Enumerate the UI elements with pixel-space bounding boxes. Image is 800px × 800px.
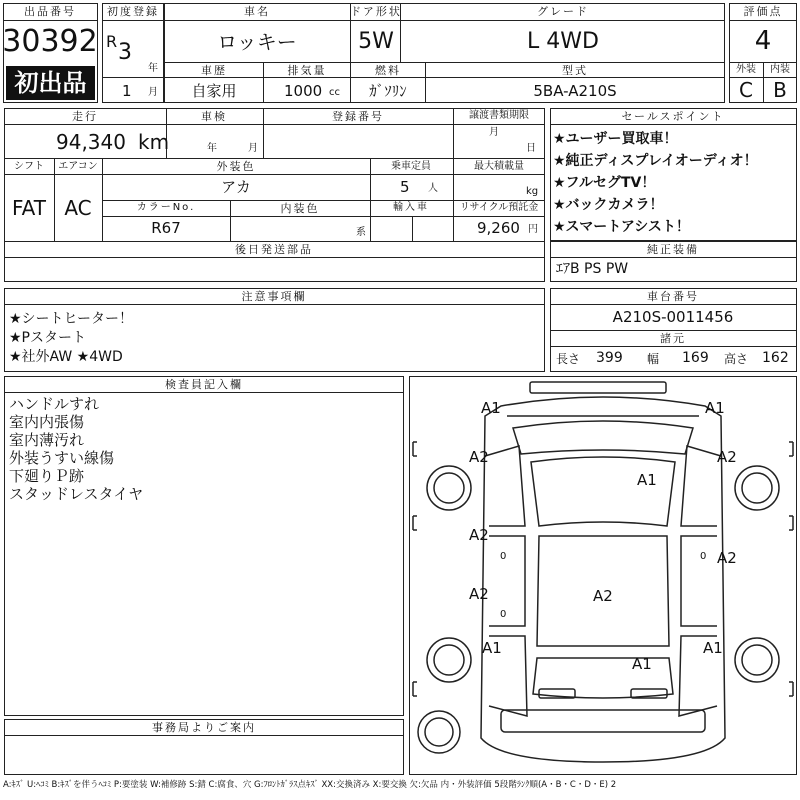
note-item: ★社外AW ★4WD bbox=[9, 349, 123, 365]
recycle-label: リサイクル預託金 bbox=[459, 202, 539, 213]
damage-mark: A1 bbox=[632, 655, 652, 673]
sales-point-item: ★ユーザー買取車！ bbox=[553, 131, 678, 147]
damage-mark: A2 bbox=[469, 585, 489, 603]
history: 自家用 bbox=[191, 82, 237, 100]
notes-title: 注意事項欄 bbox=[241, 290, 307, 303]
dimensions-title: 諸元 bbox=[660, 332, 686, 345]
ac-label: エアコン bbox=[58, 161, 98, 172]
damage-mark: A2 bbox=[469, 448, 489, 466]
door-label: ドア形状 bbox=[350, 5, 402, 18]
diagram-zero: 0 bbox=[500, 609, 507, 620]
recycle-unit: 円 bbox=[528, 224, 538, 235]
capacity: 5 bbox=[400, 178, 410, 196]
fuel-label: 燃料 bbox=[375, 64, 401, 77]
year-unit: 年 bbox=[148, 63, 158, 74]
damage-mark: A2 bbox=[717, 448, 737, 466]
reg-month: 1 bbox=[122, 82, 132, 100]
load-label: 最大積載量 bbox=[474, 161, 524, 172]
diagram-zero: 0 bbox=[500, 551, 507, 562]
legend-text: A:ｷｽﾞ U:ﾍｺﾐ B:ｷｽﾞを伴うﾍｺﾐ P:要塗装 W:補修跡 S:錆 C:腐食、穴 G:ﾌﾛﾝﾄｶﾞﾗｽ点ｷｽﾞ XX:交換済み X:要交換 欠:欠品 内・外装評価 5段階ﾗﾝｸ順(A・B・C・D・E) 2 bbox=[3, 780, 617, 790]
mileage-unit: km bbox=[138, 130, 170, 154]
inspector-item: スタッドレスタイヤ bbox=[9, 485, 144, 503]
damage-mark: A1 bbox=[482, 639, 502, 657]
interior-color-label: 内装色 bbox=[280, 202, 320, 215]
history-label: 車歴 bbox=[201, 64, 227, 77]
note-item: ★シートヒーター！ bbox=[9, 311, 133, 327]
inspector-item: ハンドルすれ bbox=[9, 395, 100, 413]
shift-label: シフト bbox=[14, 161, 44, 172]
height-label: 高さ bbox=[724, 352, 749, 366]
ac: AC bbox=[64, 196, 92, 220]
era: R bbox=[106, 32, 118, 51]
transfer-day-unit: 日 bbox=[526, 143, 536, 154]
length-label: 長さ bbox=[556, 352, 581, 366]
inspector-title: 検査員記入欄 bbox=[165, 378, 243, 391]
load-unit: kg bbox=[526, 186, 539, 197]
inspector-item: 下廻りＰ跡 bbox=[9, 467, 85, 485]
damage-mark: A2 bbox=[717, 549, 737, 567]
damage-mark: A2 bbox=[469, 526, 489, 544]
damage-mark: A1 bbox=[637, 471, 657, 489]
transfer-label: 譲渡書類期限 bbox=[469, 110, 529, 121]
color-label: 外装色 bbox=[216, 160, 256, 173]
color-no-label: カラーNo. bbox=[136, 202, 196, 213]
displacement-label: 排気量 bbox=[287, 64, 327, 77]
damage-mark: A1 bbox=[705, 399, 725, 417]
chassis-number: A210S-0011456 bbox=[612, 308, 734, 326]
model-label: 型式 bbox=[562, 64, 588, 77]
later-parts-title: 後日発送部品 bbox=[235, 243, 313, 256]
plate-label: 登録番号 bbox=[332, 110, 384, 123]
sales-point-item: ★フルセグTV！ bbox=[553, 175, 656, 191]
month-unit: 月 bbox=[148, 87, 158, 98]
inspector-item: 室内薄汚れ bbox=[9, 431, 85, 449]
displacement: 1000 bbox=[284, 82, 323, 100]
sales-point-item: ★スマートアシスト！ bbox=[553, 219, 690, 235]
exterior-label: 外装 bbox=[736, 64, 756, 75]
sales-points-title: セールスポイント bbox=[621, 110, 725, 123]
score: 4 bbox=[754, 26, 772, 56]
length: 399 bbox=[596, 350, 623, 366]
note-item: ★Pスタート bbox=[9, 330, 86, 346]
inspector-item: 室内内張傷 bbox=[9, 413, 85, 431]
shift: FAT bbox=[11, 196, 47, 220]
fuel: ｶﾞｿﾘﾝ bbox=[369, 82, 407, 100]
capacity-unit: 人 bbox=[428, 183, 438, 194]
capacity-label: 乗車定員 bbox=[391, 161, 431, 172]
inspection-label: 車検 bbox=[201, 110, 227, 123]
exterior-color: アカ bbox=[221, 178, 251, 196]
interior-grade: B bbox=[773, 78, 787, 102]
model-code: 5BA-A210S bbox=[533, 82, 617, 100]
interior-label: 内装 bbox=[770, 64, 790, 75]
height: 162 bbox=[762, 350, 789, 366]
exterior-grade: C bbox=[739, 78, 753, 102]
name-label: 車名 bbox=[244, 5, 270, 18]
width: 169 bbox=[682, 350, 709, 366]
grade: L 4WD bbox=[527, 29, 599, 54]
color-no: R67 bbox=[151, 219, 181, 237]
damage-mark: A1 bbox=[481, 399, 501, 417]
mileage-label: 走行 bbox=[72, 110, 98, 123]
damage-mark: A2 bbox=[593, 587, 613, 605]
lot-label: 出品番号 bbox=[24, 5, 76, 18]
recycle: 9,260 bbox=[477, 219, 520, 237]
reg-label: 初度登録 bbox=[107, 5, 159, 18]
first-listing-badge: 初出品 bbox=[6, 66, 95, 100]
transfer-month-unit: 月 bbox=[489, 127, 499, 138]
inspection-year-unit: 年 bbox=[207, 143, 217, 154]
equipment-value: ｴｱB PS PW bbox=[556, 261, 629, 277]
damage-mark: A1 bbox=[703, 639, 723, 657]
car-outline-icon bbox=[409, 376, 797, 775]
interior-color-unit: 系 bbox=[356, 227, 366, 238]
inspection-month-unit: 月 bbox=[248, 143, 258, 154]
door-type: 5W bbox=[358, 29, 394, 54]
equipment-title: 純正装備 bbox=[647, 243, 699, 256]
displacement-unit: cc bbox=[329, 87, 340, 98]
import-label: 輸入車 bbox=[393, 202, 429, 213]
mileage: 94,340 bbox=[56, 130, 126, 154]
diagram-zero: 0 bbox=[700, 551, 707, 562]
car-name: ロッキー bbox=[217, 30, 297, 54]
lot-number: 30392 bbox=[2, 24, 98, 59]
chassis-title: 車台番号 bbox=[647, 290, 699, 303]
sales-point-item: ★純正ディスプレイオーディオ！ bbox=[553, 153, 758, 169]
width-label: 幅 bbox=[647, 352, 660, 366]
reg-year: 3 bbox=[118, 40, 132, 65]
score-label: 評価点 bbox=[743, 5, 783, 18]
inspector-item: 外装うすい線傷 bbox=[9, 449, 115, 467]
grade-label: グレード bbox=[537, 5, 589, 18]
office-title: 事務局よりご案内 bbox=[152, 721, 256, 734]
sales-point-item: ★バックカメラ！ bbox=[553, 197, 664, 213]
